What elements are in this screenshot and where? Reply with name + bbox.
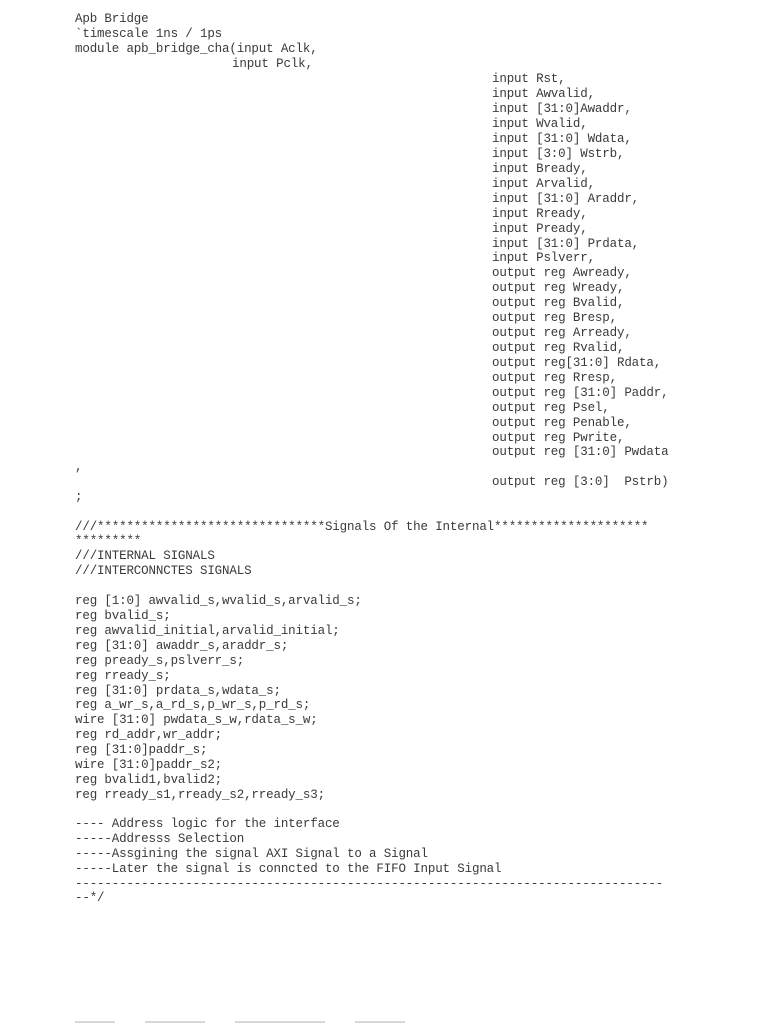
declaration-line: reg [31:0] prdata_s,wdata_s;	[75, 684, 281, 698]
port-line: output reg Arready,	[492, 326, 632, 340]
port-pclk: input Pclk,	[232, 57, 313, 71]
declaration-line: reg rready_s;	[75, 669, 171, 683]
stray-comma: ,	[75, 460, 83, 474]
port-line: input Pslverr,	[492, 251, 595, 265]
separator-line: --------------------------------------------------------------------------------	[75, 877, 664, 891]
banner-comment-wrap: *********	[75, 534, 142, 548]
note-line: ---- Address logic for the interface	[75, 817, 340, 831]
module-terminator: ;	[75, 490, 83, 504]
port-line: output reg [31:0] Paddr,	[492, 386, 669, 400]
declaration-line: reg bvalid1,bvalid2;	[75, 773, 223, 787]
declaration-line: reg a_wr_s,a_rd_s,p_wr_s,p_rd_s;	[75, 698, 311, 712]
port-line: input Rready,	[492, 207, 588, 221]
note-line: -----Assgining the signal AXI Signal to a Signal	[75, 847, 428, 861]
note-line: -----Later the signal is conncted to the FIFO Input Signal	[75, 862, 502, 876]
timescale-line: `timescale 1ns / 1ps	[75, 27, 223, 41]
port-line: input Awvalid,	[492, 87, 595, 101]
module-declaration: module apb_bridge_cha(input Aclk,	[75, 42, 318, 56]
declaration-line: reg [31:0] awaddr_s,araddr_s;	[75, 639, 289, 653]
port-line: input Wvalid,	[492, 117, 588, 131]
banner-comment: ///*******************************Signals Of the Internal*********************	[75, 520, 649, 534]
note-line: -----Addresss Selection	[75, 832, 245, 846]
port-line: output reg Bvalid,	[492, 296, 625, 310]
port-line: input Rst,	[492, 72, 566, 86]
comment-close: --*/	[75, 891, 105, 905]
port-line: output reg Bresp,	[492, 311, 617, 325]
port-line: input Bready,	[492, 162, 588, 176]
declaration-line: reg rd_addr,wr_addr;	[75, 728, 223, 742]
declaration-line: wire [31:0] pwdata_s_w,rdata_s_w;	[75, 713, 318, 727]
port-line: input [31:0] Wdata,	[492, 132, 632, 146]
declaration-line: reg bvalid_s;	[75, 609, 171, 623]
document-title: Apb Bridge	[75, 12, 149, 26]
declaration-line: reg [1:0] awvalid_s,wvalid_s,arvalid_s;	[75, 594, 362, 608]
port-line: input [31:0]Awaddr,	[492, 102, 632, 116]
port-line: output reg [31:0] Pwdata	[492, 445, 669, 459]
port-line: input Arvalid,	[492, 177, 595, 191]
port-line: output reg Penable,	[492, 416, 632, 430]
cutoff-next-page-text	[75, 1016, 675, 1024]
port-line: input Pready,	[492, 222, 588, 236]
interconnects-comment: ///INTERCONNCTES SIGNALS	[75, 564, 252, 578]
port-line: output reg Rvalid,	[492, 341, 625, 355]
port-line: output reg Rresp,	[492, 371, 617, 385]
port-line: output reg Psel,	[492, 401, 610, 415]
port-line: output reg Pwrite,	[492, 431, 625, 445]
declaration-line: reg rready_s1,rready_s2,rready_s3;	[75, 788, 325, 802]
port-line: input [31:0] Prdata,	[492, 237, 640, 251]
port-line: input [3:0] Wstrb,	[492, 147, 625, 161]
port-line-last: output reg [3:0] Pstrb)	[492, 475, 669, 489]
declaration-line: reg pready_s,pslverr_s;	[75, 654, 245, 668]
declaration-line: reg awvalid_initial,arvalid_initial;	[75, 624, 340, 638]
port-line: output reg Awready,	[492, 266, 632, 280]
port-line: input [31:0] Araddr,	[492, 192, 640, 206]
port-line: output reg Wready,	[492, 281, 625, 295]
declaration-line: reg [31:0]paddr_s;	[75, 743, 208, 757]
internal-signals-comment: ///INTERNAL SIGNALS	[75, 549, 215, 563]
declaration-line: wire [31:0]paddr_s2;	[75, 758, 223, 772]
port-line: output reg[31:0] Rdata,	[492, 356, 662, 370]
